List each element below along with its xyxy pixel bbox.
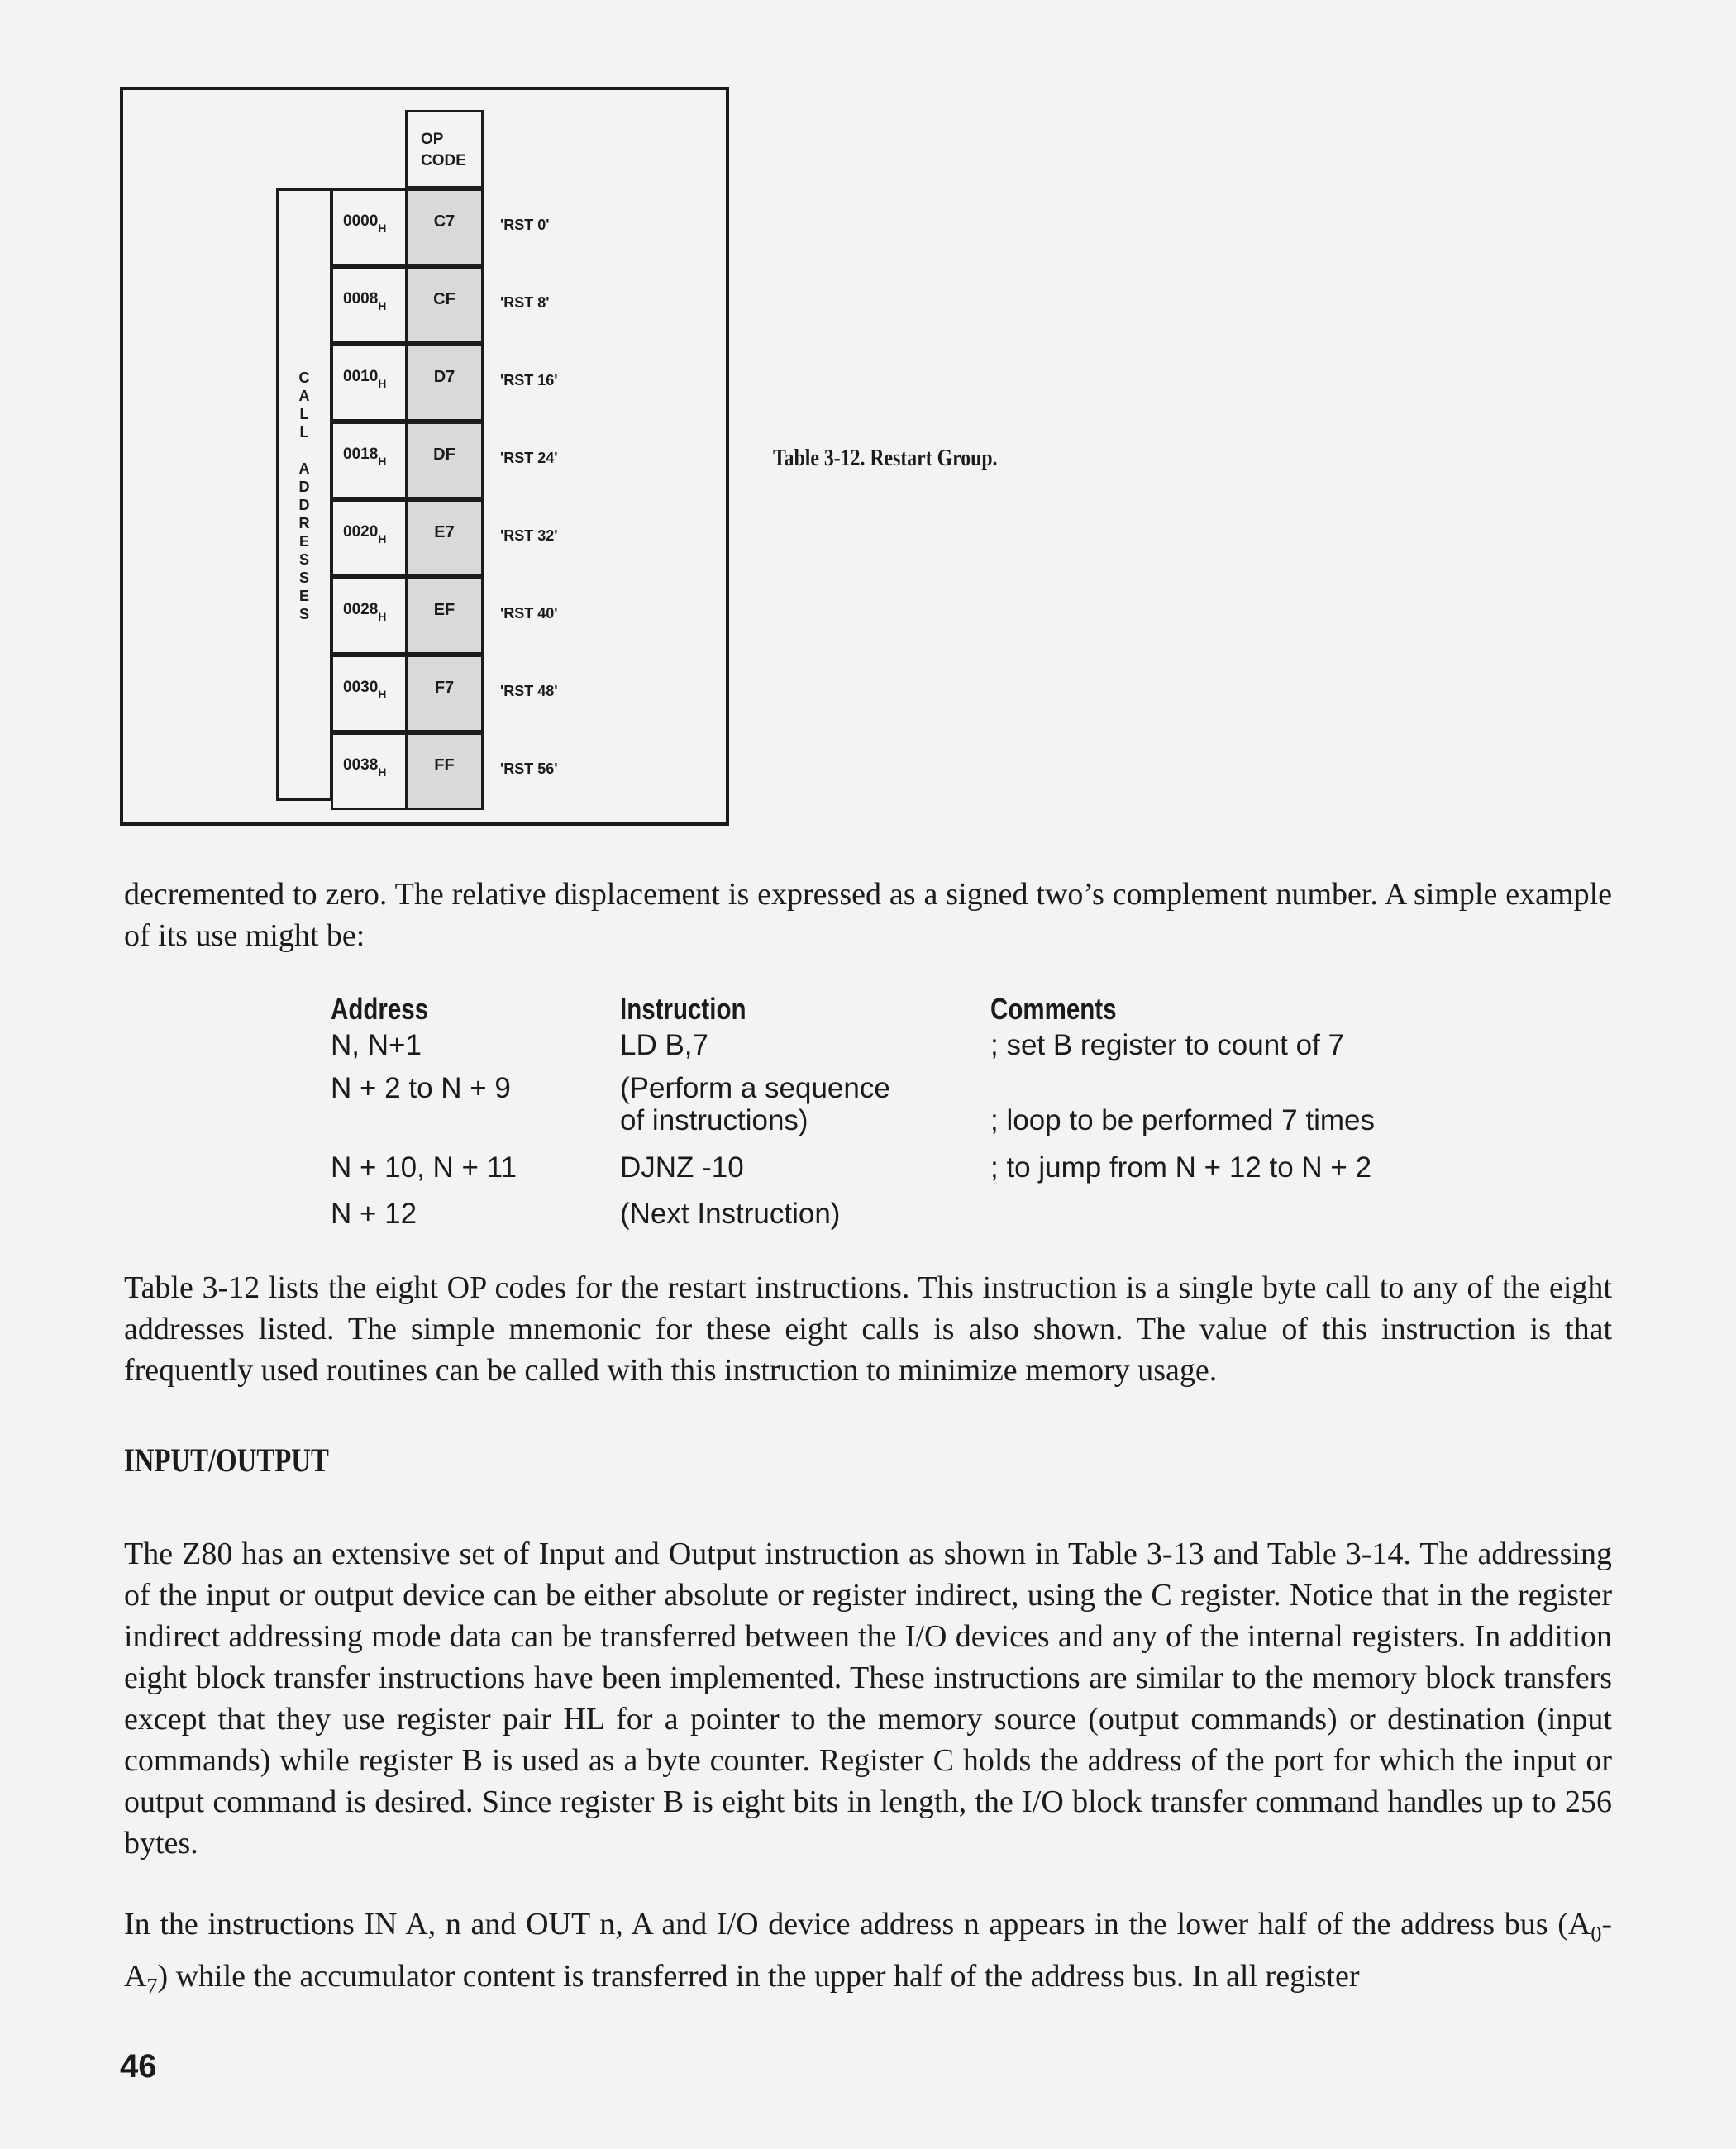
- code-address-cell: N + 10, N + 11: [331, 1151, 517, 1184]
- call-address-value: 0030: [343, 679, 379, 696]
- call-addresses-letter: S: [298, 551, 309, 568]
- rst-mnemonic: 'RST 32': [500, 527, 558, 544]
- comments-column-header: Comments: [990, 992, 1117, 1026]
- io-paragraph-2: [124, 1904, 1612, 2007]
- call-address-cell: [331, 344, 408, 422]
- hex-subscript: H: [378, 532, 387, 546]
- call-addresses-letter: C: [298, 369, 310, 386]
- io-paragraph-2-subscript-7: 7: [146, 1974, 158, 1999]
- call-addresses-letter: A: [298, 460, 310, 477]
- rst-mnemonic: 'RST 56': [500, 760, 558, 777]
- call-address-value: 0038: [343, 756, 379, 774]
- call-addresses-letter: L: [299, 424, 309, 441]
- io-paragraph-2-text-a: In the instructions IN A, n and OUT n, A and I/O device address n appears in the lower half of the address bus (A: [124, 1907, 1591, 1942]
- call-address-cell: [331, 188, 408, 266]
- call-address-value: 0008: [343, 290, 379, 307]
- hex-subscript: H: [378, 377, 387, 390]
- call-address-cell: [331, 732, 408, 810]
- code-comment-cell: ; loop to be performed 7 times: [990, 1104, 1375, 1136]
- code-instruction-cell: DJNZ -10: [620, 1151, 744, 1184]
- call-address-value: 0000: [343, 212, 379, 230]
- call-address-value: 0020: [343, 523, 379, 541]
- io-paragraph-2-text-b: -A: [124, 1907, 1612, 1994]
- memory-row: [331, 499, 558, 577]
- rst-mnemonic: 'RST 8': [500, 294, 550, 311]
- code-comment-cell: ; set B register to count of 7: [990, 1029, 1344, 1061]
- rst-mnemonic: 'RST 0': [500, 217, 550, 233]
- hex-subscript: H: [378, 222, 387, 235]
- rst-mnemonic: 'RST 16': [500, 372, 558, 388]
- opcode-cell: F7: [405, 655, 484, 732]
- call-addresses-label: [279, 369, 330, 623]
- rst-mnemonic: 'RST 48': [500, 683, 558, 699]
- memory-row: [331, 577, 558, 655]
- section-heading: INPUT/OUTPUT: [124, 1441, 329, 1479]
- memory-row: [331, 188, 550, 266]
- memory-row: [331, 344, 558, 422]
- call-address-cell: [331, 577, 408, 655]
- call-address-cell: [331, 266, 408, 344]
- hex-subscript: H: [378, 610, 387, 623]
- memory-row: [331, 655, 558, 732]
- call-addresses-letter: S: [298, 569, 309, 586]
- memory-row: [331, 732, 558, 810]
- call-addresses-letter: D: [298, 497, 310, 513]
- hex-subscript: H: [378, 299, 387, 312]
- io-paragraph-2-text-c: ) while the accumulator content is transferred in the upper half of the address bus. In all register: [157, 1958, 1360, 1994]
- opcode-cell: CF: [405, 266, 484, 344]
- call-address-cell: [331, 499, 408, 577]
- hex-subscript: H: [378, 455, 387, 468]
- rst-mnemonic: 'RST 40': [500, 605, 558, 622]
- opcode-cell: DF: [405, 422, 484, 499]
- instruction-column-header: Instruction: [620, 992, 746, 1026]
- opcode-cell: FF: [405, 732, 484, 810]
- opcode-cell: C7: [405, 188, 484, 266]
- table-caption: Table 3-12. Restart Group.: [773, 445, 998, 471]
- code-instruction-cell: (Perform a sequence: [620, 1072, 890, 1104]
- table-3-12-paragraph: Table 3-12 lists the eight OP codes for the restart instructions. This instruction is a single byte call to any of the eight addresses listed. The simple mnemonic for these eight calls is also shown. The value of this instruction is that frequently used routines can be called with this instruction to minimize memory usage.: [124, 1270, 1612, 1388]
- call-addresses-letter: A: [298, 388, 310, 404]
- call-address-cell: [331, 422, 408, 499]
- memory-row: [331, 266, 550, 344]
- opcode-header-line-2: CODE: [421, 152, 466, 169]
- rst-mnemonic: 'RST 24': [500, 450, 558, 466]
- code-instruction-cell: LD B,7: [620, 1029, 708, 1061]
- call-addresses-bar: [276, 188, 332, 801]
- call-addresses-letter: S: [298, 606, 309, 622]
- opcode-header-line-1: OP: [421, 131, 444, 148]
- call-addresses-letter: E: [298, 533, 309, 550]
- call-address-cell: [331, 655, 408, 732]
- memory-row: [331, 422, 558, 499]
- hex-subscript: H: [378, 688, 387, 701]
- code-address-cell: N, N+1: [331, 1029, 422, 1061]
- io-paragraph-2-subscript-0: 0: [1591, 1922, 1602, 1946]
- opcode-cell: D7: [405, 344, 484, 422]
- code-comment-cell: ; to jump from N + 12 to N + 2: [990, 1151, 1372, 1184]
- call-addresses-letter: R: [298, 515, 310, 531]
- address-column-header: Address: [331, 992, 429, 1026]
- opcode-header: [405, 110, 484, 188]
- io-paragraph-1: The Z80 has an extensive set of Input and Output instruction as shown in Table 3-13 and Table 3-14. The addressing of the input or output device can be either absolute or register indirect, using the C register. Notice that in the register indirect addressing mode data can be transferred between the I/O devices and any of the internal registers. In addition eight block transfer instructions have been implemented. These instructions are similar to the memory block transfers except that they use register pair HL for a pointer to the memory source (output commands) or destination (input commands) while register B is used as a byte counter. Register C holds the address of the port for which the input or output command is desired. Since register B is eight bits in length, the I/O block transfer command handles up to 256 bytes.: [124, 1537, 1612, 1861]
- opcode-cell: E7: [405, 499, 484, 577]
- call-addresses-letter: D: [298, 479, 310, 495]
- opcode-cell: EF: [405, 577, 484, 655]
- intro-paragraph: decremented to zero. The relative displacement is expressed as a signed two’s complement number. A simple example of its use might be:: [124, 877, 1612, 953]
- code-instruction-cell: of instructions): [620, 1104, 808, 1136]
- code-address-cell: N + 2 to N + 9: [331, 1072, 511, 1104]
- call-addresses-letter: L: [299, 406, 309, 422]
- code-address-cell: N + 12: [331, 1198, 417, 1230]
- call-address-value: 0028: [343, 601, 379, 618]
- call-addresses-letter: E: [298, 588, 309, 604]
- page-number: 46: [120, 2048, 157, 2085]
- hex-subscript: H: [378, 765, 387, 779]
- code-instruction-cell: (Next Instruction): [620, 1198, 841, 1230]
- call-address-value: 0010: [343, 368, 379, 385]
- call-address-value: 0018: [343, 446, 379, 463]
